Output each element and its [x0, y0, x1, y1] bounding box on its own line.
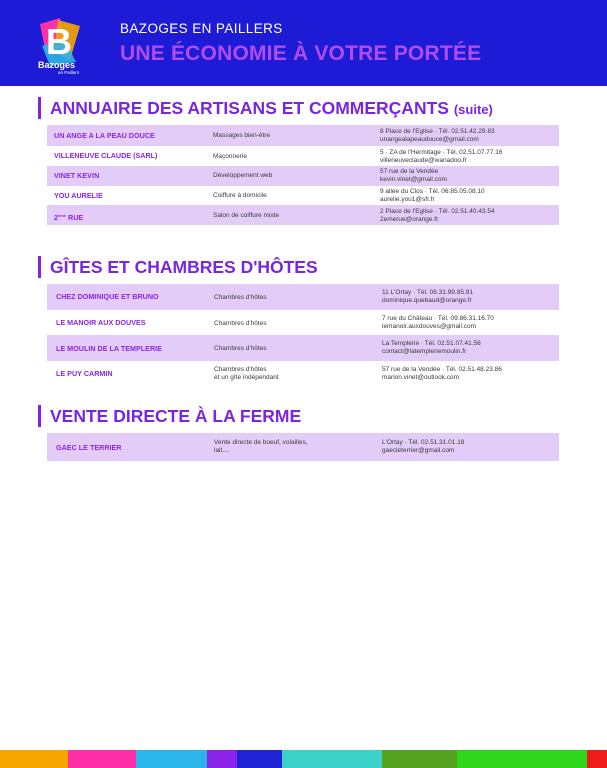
row-activity	[214, 366, 279, 382]
footer-stripe	[457, 750, 587, 768]
row-activity: Chambres d'hôtes	[214, 345, 267, 352]
footer-stripe	[0, 750, 68, 768]
row-activity: Chambres d'hôtes	[214, 320, 267, 327]
row-name	[54, 212, 83, 222]
table-row	[47, 335, 559, 361]
row-email: 2emerue@orange.fr	[380, 216, 439, 223]
row-name: VINET KEVIN	[54, 171, 100, 180]
row-email: aurelie.you1@sfr.fr	[380, 196, 435, 203]
row-activity-line1: Vente directe de boeuf, volailles,	[214, 439, 308, 446]
section-title-text: GÎTES ET CHAMBRES D'HÔTES	[50, 257, 318, 277]
artisans-table	[47, 125, 559, 225]
row-address: 8 Place de l'Eglise · Tél. 02.51.42.29.83	[380, 128, 495, 135]
row-contact	[380, 149, 503, 165]
row-address: 11 L'Ortay · Tél. 06.31.99.85.91	[382, 289, 473, 296]
row-address: 7 rue du Château · Tél. 09.86.31.16.70	[382, 315, 494, 322]
table-row	[47, 166, 559, 186]
section-title-text: ANNUAIRE DES ARTISANS ET COMMERÇANTS	[50, 98, 449, 118]
row-name: YOU AURELIE	[54, 191, 103, 200]
footer-stripe	[68, 750, 136, 768]
row-activity-line1: Chambres d'hôtes	[214, 366, 267, 373]
row-email: marion.vinet@outlook.com	[382, 374, 460, 381]
footer-stripe	[136, 750, 207, 768]
row-name: UN ANGE A LA PEAU DOUCE	[54, 131, 155, 140]
row-email: villeneuveclaude@wanadoo.fr	[380, 157, 467, 164]
section-title-text: VENTE DIRECTE À LA FERME	[50, 406, 302, 426]
row-activity: Massages bien-être	[213, 132, 271, 139]
table-row	[47, 146, 559, 166]
table-row	[47, 310, 559, 335]
row-activity: Développement web	[213, 172, 273, 179]
row-address: 5 · ZA de l'Hermitage · Tél. 02.51.07.77.16	[380, 149, 503, 156]
row-contact	[380, 128, 495, 144]
row-email: dominique.quebaud@orange.fr	[382, 297, 472, 304]
ferme-table	[47, 433, 559, 461]
table-row	[47, 361, 559, 386]
footer-stripe	[207, 750, 237, 768]
row-email: lemanoir.auxdouves@gmail.com	[382, 323, 477, 330]
table-row	[47, 125, 559, 146]
table-row	[47, 205, 559, 225]
table-row	[47, 284, 559, 310]
gites-table	[47, 284, 559, 386]
row-email: unangealapeaudouce@gmail.com	[380, 136, 479, 143]
logo-text: Bazoges	[38, 60, 76, 70]
footer-stripe	[237, 750, 282, 768]
row-name: GAEC LE TERRIER	[56, 443, 122, 452]
section-title-artisans	[38, 97, 493, 119]
table-row	[47, 433, 559, 461]
row-address: 2 Place de l'Eglise · Tél. 02.51.40.43.54	[380, 208, 495, 215]
row-name-text: RUE	[68, 213, 84, 222]
row-name: LE MANOIR AUX DOUVES	[56, 318, 146, 327]
logo-subtext: en Paillers	[58, 70, 80, 74]
footer-stripe	[382, 750, 457, 768]
section-title-ferme	[38, 405, 301, 427]
row-contact	[382, 289, 473, 305]
row-activity-line2: et un gîte indépendant	[214, 374, 279, 381]
row-activity: Chambres d'hôtes	[214, 294, 267, 301]
section-title-gites	[38, 256, 318, 278]
row-activity-line2: lait....	[214, 447, 230, 454]
footer-stripe	[587, 750, 607, 768]
row-email: contact@latempleriemoulin.fr	[382, 348, 467, 355]
row-email: gaecleterrier@gmail.com	[382, 447, 455, 454]
row-address: 57 rue de la Vendée	[380, 168, 439, 175]
row-contact	[382, 366, 502, 382]
row-name: CHEZ DOMINIQUE ET BRUNO	[56, 292, 159, 301]
table-row	[47, 186, 559, 205]
header-title: UNE ÉCONOMIE À VOTRE PORTÉE	[120, 42, 482, 65]
row-name-superscript: ème	[58, 213, 67, 218]
row-name: VILLENEUVE CLAUDE (SARL)	[54, 151, 158, 160]
header-subtitle: BAZOGES EN PAILLERS	[120, 21, 283, 36]
row-contact	[382, 439, 464, 455]
row-contact	[382, 315, 494, 331]
footer-stripe	[282, 750, 382, 768]
row-name: LE MOULIN DE LA TEMPLERIE	[56, 344, 162, 353]
row-activity: Coiffure à domicile	[213, 192, 267, 199]
svg-text:B: B	[46, 21, 72, 62]
bazoges-logo	[36, 16, 90, 74]
row-activity: Salon de coiffure mixte	[213, 212, 279, 219]
row-email: kevin.vinet@gmail.com	[380, 176, 447, 183]
row-contact	[380, 208, 495, 224]
row-address: 9 allée du Clos · Tél. 06.85.05.08.10	[380, 188, 485, 195]
row-activity	[214, 439, 308, 455]
row-address: 57 rue de la Vendée · Tél. 02.51.48.23.86	[382, 366, 502, 373]
row-address: L'Ortay · Tél. 02.51.31.01.18	[382, 439, 465, 446]
row-contact	[380, 188, 485, 204]
header-banner	[0, 0, 607, 86]
row-contact	[380, 168, 447, 184]
row-name-number: 2	[54, 213, 58, 222]
row-contact	[382, 340, 481, 356]
row-activity: Maçonnerie	[213, 153, 247, 160]
section-title-suffix: (suite)	[453, 102, 493, 117]
row-name: LE PUY CARMIN	[56, 369, 113, 378]
row-address: La Templerie · Tél. 02.51.07.41.56	[382, 340, 481, 347]
